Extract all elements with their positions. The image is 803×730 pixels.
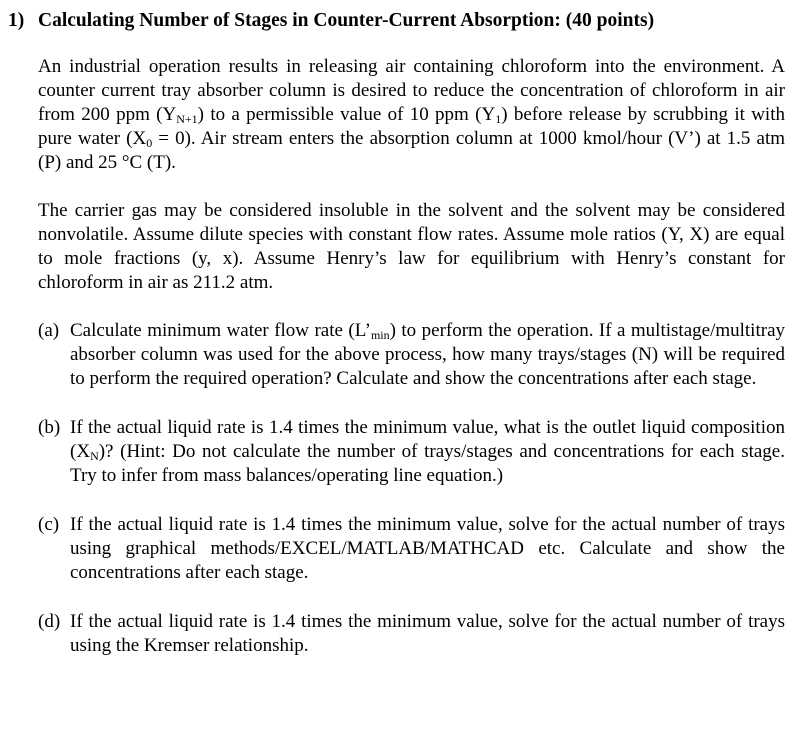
text-run: = 0). Air stream enters the absorption column at 1000 kmol/hour (V’) at 1.5 atm (P) and 25 °C (T). <box>38 128 785 173</box>
subquestion-label: (a) <box>38 320 60 341</box>
subquestion-text <box>70 513 785 585</box>
question-number: 1) <box>8 10 25 31</box>
subquestion-text <box>70 319 785 391</box>
question-title: Calculating Number of Stages in Counter-Current Absorption: (40 points) <box>38 10 655 31</box>
subquestion-text <box>70 416 785 488</box>
subscript-text: N <box>90 449 99 463</box>
text-run: ) to a permissible value of 10 ppm (Y <box>197 104 496 125</box>
subquestion-d <box>38 610 785 658</box>
text-run: If the actual liquid rate is 1.4 times the minimum value, solve for the actual number of trays using the Kremser relationship. <box>70 611 785 656</box>
subquestion-a <box>38 319 785 391</box>
subquestion-c <box>38 513 785 585</box>
subquestion-label: (d) <box>38 611 61 632</box>
subquestion-label: (b) <box>38 417 61 438</box>
subscript-text: min <box>370 328 390 342</box>
text-run: )? (Hint: Do not calculate the number of trays/stages and concentrations for each stage. Try to infer from mass balances/operating line equation.) <box>70 441 785 486</box>
assumptions-paragraph <box>38 199 785 295</box>
text-run: The carrier gas may be considered insoluble in the solvent and the solvent may be considered nonvolatile. Assume dilute species with constant flow rates. Assume mole ratios (Y, X) are equal to mole fractions (y, x). Assume Henry’s law for equilibrium with Henry’s constant for chloroform in air as 211.2 atm. <box>38 200 785 293</box>
subscript-text: N+1 <box>176 112 198 126</box>
text-run: If the actual liquid rate is 1.4 times the minimum value, what is the outlet liquid composition (X <box>70 417 785 462</box>
subquestion-b <box>38 416 785 488</box>
subquestion-label: (c) <box>38 514 60 535</box>
text-run: ) before release by scrubbing it with pure water (X <box>38 104 785 149</box>
text-run: If the actual liquid rate is 1.4 times the minimum value, solve for the actual number of trays using graphical methods/EXCEL/MATLAB/MATHCAD etc. Calculate and show the concentrations after each stage. <box>70 514 785 583</box>
problem-statement-paragraph <box>38 55 785 175</box>
text-run: ) to perform the operation. If a multistage/multitray absorber column was used for the above process, how many trays/stages (N) will be required to perform the required operation? Calculate and show the concentrations after each stage. <box>70 320 785 389</box>
subscript-text: 1 <box>495 112 502 126</box>
text-run: Calculate minimum water flow rate (L’ <box>70 320 371 341</box>
subquestion-text <box>70 610 785 658</box>
subscript-text: 0 <box>146 136 153 150</box>
text-run: An industrial operation results in releasing air containing chloroform into the environment. A counter current tray absorber column is desired to reduce the concentration of chloroform in air from 200 ppm (Y <box>38 56 785 125</box>
question-heading <box>8 8 785 34</box>
